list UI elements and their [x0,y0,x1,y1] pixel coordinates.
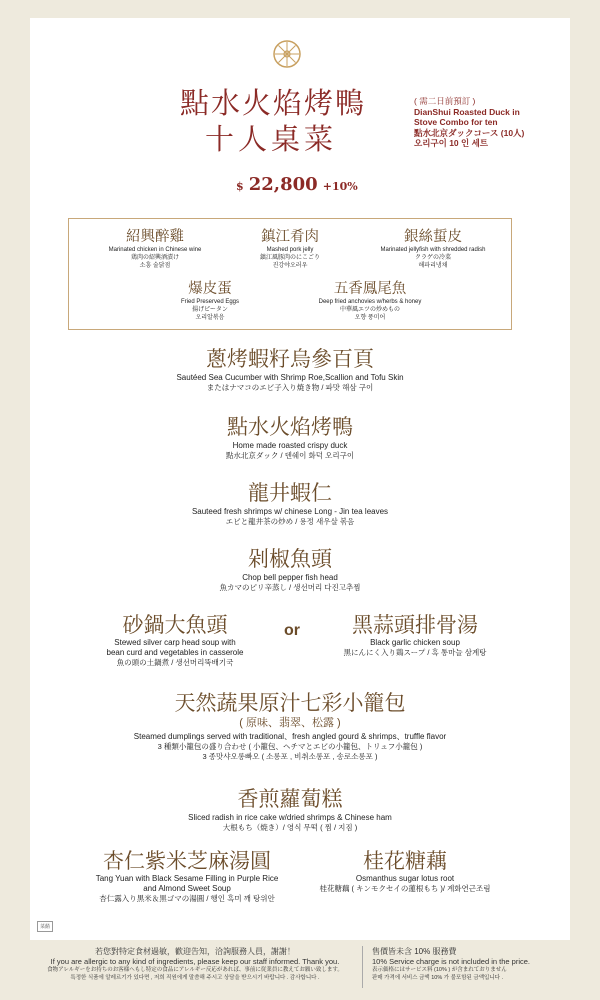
dish-name-kr: 3 종맛샤오롱빠오 ( 소롱포 , 비취소롱포 , 송로소롱포 ) [202,752,378,761]
allergy-notice-jp: 食物アレルギーをお持ちのお客様へもし特定の食品にアレルギー反応があれば、事前に従業員に教えてお願い致します。 [47,967,343,973]
cold-dish [80,228,230,270]
menu-dish [60,690,520,762]
dish-name-jp: 鎮江風豚肉のにこごり [259,255,320,261]
dish-name-en: Marinated chicken in Chinese wine [108,247,202,253]
dessert-left [72,848,302,904]
dish-name-kr: 오리알볶음 [195,315,225,321]
dish-name-zh: 蔥烤蝦籽烏參百頁 [206,347,374,371]
dish-name-en: Steamed dumplings served with traditional、fresh angled gourd & shrimps、truffle flavor [133,732,447,741]
dish-name-jp-kr: 杏仁露入り黒米＆黒ゴマの湯圓 / 행인 흑미 깨 탕위안 [99,894,275,903]
dish-name-jp: 中華風エツの炒めもの [339,307,400,313]
dish-name-jp: 鶏肉の紹興酒漬け [130,255,179,261]
dish-name-zh: 剁椒魚頭 [248,547,332,571]
dessert-right [305,848,505,894]
service-charge-kr: 판매 가격에 서비스 금액 10% 가 불포함된 금액입니다 . [372,975,504,981]
dish-name-en-2: bean curd and vegetables in casserole [106,648,244,657]
cold-dish [155,280,265,322]
dish-name-zh: 點水火焰烤鴨 [227,415,353,439]
menu-dish [60,786,520,833]
side-title-kr: 오리구이 10 인 세트 [414,138,489,148]
allergy-notice-kr: 특정한 식품에 알레르기가 있다면 , 저희 직원에게 말씀해 주시고 상담을 받으시기 바랍니다 . 감사합니다 . [70,975,320,981]
dish-name-en-2: and Almond Sweet Soup [143,884,231,893]
dish-name-kr: 오향 풍미어 [354,315,386,321]
allergy-notice [30,946,360,982]
dish-name-zh: 香煎蘿蔔糕 [237,787,343,811]
service-charge-notice [372,946,582,982]
category-tag: 菜餚 [37,921,53,932]
dish-name-zh: 爆皮蛋 [188,281,232,297]
side-title-jp: 點水北京ダックコース (10人) [414,127,525,138]
price-currency: $ [236,180,244,193]
dish-name-jp-kr: 大根もち（焼き）/ 영식 무떡 ( 찜 / 지짐 ) [222,823,358,832]
dish-name-jp-kr: 黒にんにく入り鶏スープ / 흑 통마늘 삼계탕 [343,648,487,657]
price-amount: 22,800 [248,174,318,195]
dish-name-en: Osmanthus sugar lotus root [355,874,455,883]
or-label: or [284,622,300,639]
dish-name-zh: 鎮江肴肉 [261,229,319,245]
dish-name-en: Fried Preserved Eggs [180,299,240,305]
dish-name-zh: 銀絲蜇皮 [404,229,462,245]
dish-name-zh: 紹興醉雞 [126,229,184,245]
dish-name-zh: 桂花糖藕 [363,849,447,873]
menu-title-line2: 十人桌菜 [205,122,338,156]
price-service-suffix: +10% [322,180,358,193]
dish-name-en: Stewed silver carp head soup with [114,638,236,647]
dish-name-jp-kr: 點水北京ダック / 덴쉐이 화덕 오리구이 [225,451,355,460]
dish-name-en: Home made roasted crispy duck [232,441,348,450]
menu-dish [60,546,520,593]
dish-name-zh: 五香鳳尾魚 [333,281,407,297]
preorder-note: ( 需二日前預訂 ) [414,96,476,106]
dish-name-en: Mashed pork jelly [266,247,314,253]
service-charge-en: 10% Service charge is not included in the price. [372,957,531,966]
footer-divider [362,946,363,988]
dish-name-zh: 杏仁紫米芝麻湯圓 [103,849,271,873]
restaurant-logo-icon [273,40,301,68]
side-title-en: DianShui Roasted Duck in Stove Combo for ten [414,106,520,127]
dish-name-jp-kr: 魚カマのピリ辛蒸し / 생선머리 다진고추찜 [219,583,361,592]
service-charge-zh: 售價皆未含 10% 服務費 [372,947,457,956]
dish-name-jp: 揚げピータン [192,307,228,313]
dish-name-en: Sliced radish in rice cake w/dried shrimps & Chinese ham [188,813,392,822]
cold-dish [225,228,355,270]
dish-name-jp: クラゲの冷菜 [414,255,451,261]
dish-name-en: Sauteed fresh shrimps w/ chinese Long - Jin tea leaves [191,507,389,516]
menu-dish [60,346,520,393]
dish-name-kr: 해파리냉채 [418,263,448,269]
dish-name-zh: 龍井蝦仁 [248,481,332,505]
dish-name-jp-kr: 桂花糖藕 ( キンモクセイの蓮根もち )/ 계화연근조림 [319,884,491,893]
soup-choice-left [80,612,270,668]
dish-name-en: Sautéed Sea Cucumber with Shrimp Roe,Scallion and Tofu Skin [176,373,404,382]
menu-dish [60,414,520,461]
dish-name-zh: 天然蔬果原汁七彩小籠包 [174,691,406,715]
menu-title-line1: 點水火焰烤鴨 [180,86,367,120]
dish-name-en: Chop bell pepper fish head [242,573,338,582]
cold-dish [358,228,508,270]
menu-dish [60,480,520,527]
allergy-notice-zh: 若您對特定食材過敏，歡迎告知，洽詢服務人員，謝謝！ [95,947,295,956]
dish-flavors-zh: ( 原味、翡翠、松露 ) [239,717,341,729]
allergy-notice-en: If you are allergic to any kind of ingredients, please keep our staff informed. Thank you. [50,957,340,966]
dish-name-en: Tang Yuan with Black Sesame Filling in Purple Rice [95,874,279,883]
service-charge-jp: 表示価格にはサービス料 (10% ) が含まれておりません [372,967,507,973]
dish-name-kr: 진강야오러우 [272,263,308,269]
dish-name-en: Marinated jellyfish with shredded radish [380,247,486,253]
dish-name-jp-kr: エビと龍井茶の炒め / 용정 새우살 볶음 [225,517,355,526]
set-price [236,174,358,195]
cold-dish [290,280,450,322]
dish-name-en: Deep fried anchovies w/herbs & honey [318,299,422,305]
dish-name-zh: 黑蒜頭排骨湯 [352,613,478,637]
dish-name-zh: 砂鍋大魚頭 [122,613,228,637]
dish-name-en: Black garlic chicken soup [370,638,460,647]
dish-name-jp-kr: 魚の頭の土鍋煮 / 생선머리뚝배기국 [116,658,234,667]
dish-name-jp-kr: またはナマコのエビ子入り焼き物 / 파맛 해삼 구이 [206,383,374,392]
dish-name-jp: 3 種類小籠包の盛り合わせ ( 小籠包、ヘチマとエビの小籠包、トリュフ小籠包 ) [157,742,423,751]
dish-name-kr: 소흥 술닭점 [139,263,171,269]
menu-side-info [414,96,584,149]
soup-choice-right [315,612,515,658]
